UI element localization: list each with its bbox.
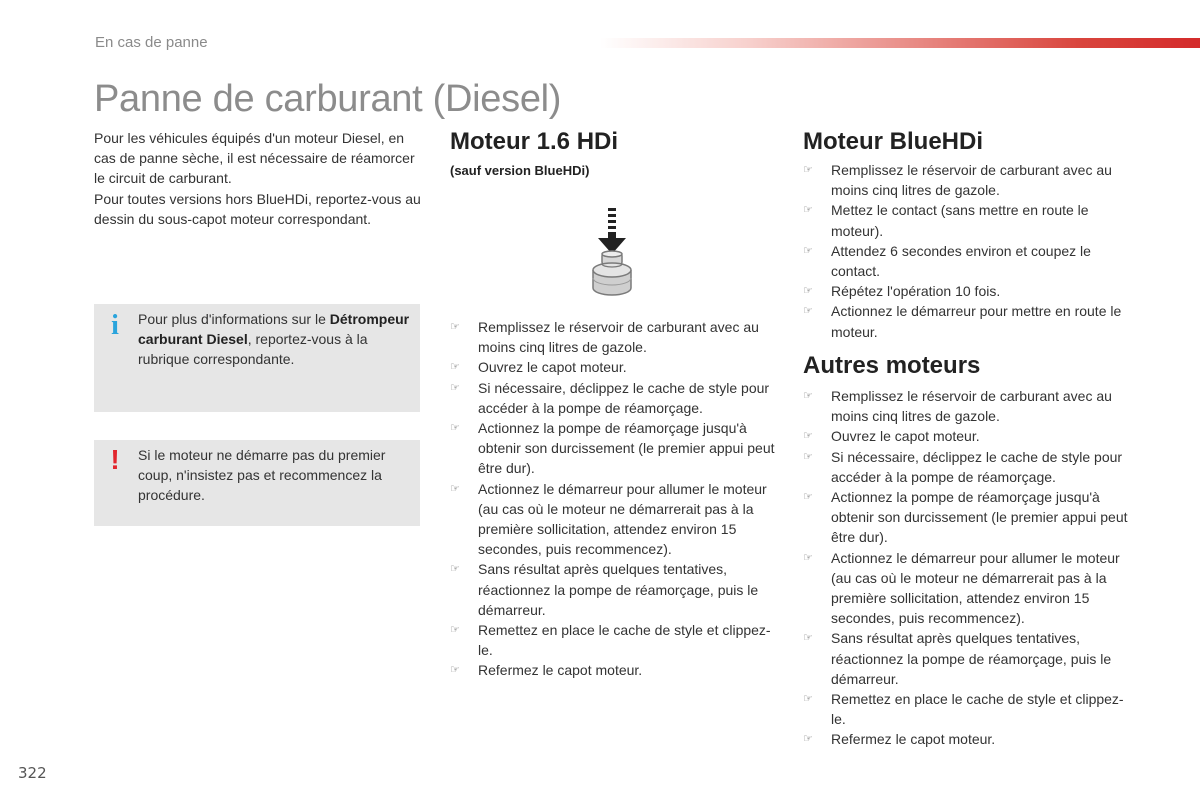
pointing-hand-icon: ☞: [803, 285, 813, 298]
pointing-hand-icon: ☞: [450, 624, 460, 637]
info-bold-reference: Détrompeur carburant Diesel: [138, 311, 410, 348]
section-label: En cas de panne: [95, 34, 208, 51]
pointing-hand-icon: ☞: [803, 305, 813, 318]
pointing-hand-icon: ☞: [450, 321, 460, 333]
pointing-hand-icon: ☞: [450, 563, 460, 576]
list-item: ☞ Remplissez le réservoir de carburant avec au moins cinq litres de gazole.: [450, 319, 759, 356]
pointing-hand-icon: ☞: [803, 450, 813, 463]
list-item: ☞ Remettez en place le cache de style et clippez-le.: [450, 622, 771, 659]
list-item: ☞ Sans résultat après quelques tentatives, réactionnez la pompe de réamorçage, puis le démarreur.: [450, 561, 759, 618]
list-item: ☞ Actionnez le démarreur pour mettre en route le moteur.: [803, 303, 1122, 340]
warning-icon: !: [110, 444, 120, 475]
other-engines-steps-list: [803, 386, 1133, 750]
pointing-hand-icon: ☞: [803, 390, 813, 402]
warning-box: [94, 440, 420, 526]
list-item: ☞ Actionnez la pompe de réamorçage jusqu'à obtenir son durcissement (le premier appui peut être dur).: [450, 420, 775, 477]
list-item: ☞ Actionnez la pompe de réamorçage jusqu'à obtenir son durcissement (le premier appui peut être dur).: [803, 489, 1128, 546]
info-box: [94, 304, 420, 412]
bluehdi-steps-list: [803, 160, 1133, 342]
intro-paragraph-2: Pour toutes versions hors BlueHDi, reportez-vous au dessin du sous-capot moteur correspondant.: [94, 190, 421, 227]
pointing-hand-icon: ☞: [803, 551, 813, 564]
pointing-hand-icon: ☞: [450, 381, 460, 394]
priming-pump-icon: [580, 206, 644, 302]
list-item: ☞ Répétez l'opération 10 fois.: [803, 281, 1133, 301]
list-item: ☞ Remettez en place le cache de style et clippez-le.: [803, 691, 1124, 728]
list-item: ☞ Mettez le contact (sans mettre en route le moteur).: [803, 202, 1089, 239]
pointing-hand-icon: ☞: [450, 664, 460, 677]
hdi-section-title: Moteur 1.6 HDi: [450, 128, 619, 155]
warning-box-text: Si le moteur ne démarre pas du premier coup, n'insistez pas et recommencez la procédure.: [138, 447, 386, 504]
pointing-hand-icon: ☞: [803, 204, 813, 217]
intro-paragraph-1: Pour les véhicules équipés d'un moteur Diesel, en cas de panne sèche, il est nécessaire de réamorcer le circuit de carburant.: [94, 130, 415, 187]
page-number: 322: [18, 764, 47, 782]
bluehdi-section-title: Moteur BlueHDi: [803, 128, 983, 155]
pointing-hand-icon: ☞: [450, 482, 460, 495]
hdi-section-subtitle: (sauf version BlueHDi): [450, 163, 590, 178]
list-item: ☞ Remplissez le réservoir de carburant avec au moins cinq litres de gazole.: [803, 162, 1112, 199]
pointing-hand-icon: ☞: [450, 361, 460, 374]
list-item: ☞ Ouvrez le capot moteur.: [803, 426, 1133, 446]
list-item: ☞ Si nécessaire, déclippez le cache de style pour accéder à la pompe de réamorçage.: [450, 379, 770, 416]
page-title: Panne de carburant (Diesel): [94, 78, 562, 120]
info-box-text: [138, 309, 412, 370]
list-item: ☞ Ouvrez le capot moteur.: [450, 357, 780, 377]
list-item: ☞ Actionnez le démarreur pour allumer le moteur (au cas où le moteur ne démarrerait pas à la première sollicitation, attendez environ 15 secondes, puis recommencez).: [803, 549, 1120, 627]
pointing-hand-icon: ☞: [803, 244, 813, 257]
hdi-steps-list: [450, 317, 780, 681]
pointing-hand-icon: ☞: [803, 491, 813, 504]
list-item: ☞ Remplissez le réservoir de carburant avec au moins cinq litres de gazole.: [803, 388, 1112, 425]
list-item: ☞ Sans résultat après quelques tentatives, réactionnez la pompe de réamorçage, puis le démarreur.: [803, 630, 1112, 687]
other-engines-section-title: Autres moteurs: [803, 352, 981, 379]
info-text-end: , reportez-vous à la rubrique correspondante.: [138, 331, 368, 368]
list-item: ☞ Attendez 6 secondes environ et coupez le contact.: [803, 242, 1091, 280]
pointing-hand-icon: ☞: [450, 422, 460, 435]
header-accent-band: [600, 38, 1200, 48]
intro-column: [94, 128, 424, 229]
pointing-hand-icon: ☞: [803, 693, 813, 706]
list-item: ☞ Refermez le capot moteur.: [803, 729, 1133, 749]
list-item: ☞ Actionnez le démarreur pour allumer le moteur (au cas où le moteur ne démarrerait pas à la première sollicitation, attendez environ 15 secondes, puis recommencez).: [450, 480, 767, 558]
list-item: ☞ Refermez le capot moteur.: [450, 660, 780, 680]
info-icon: i: [111, 310, 119, 341]
info-text-start: Pour plus d'informations sur le: [138, 311, 326, 327]
pointing-hand-icon: ☞: [803, 632, 813, 645]
pointing-hand-icon: ☞: [803, 733, 813, 746]
pointing-hand-icon: ☞: [803, 164, 813, 176]
pointing-hand-icon: ☞: [803, 430, 813, 443]
list-item: ☞ Si nécessaire, déclippez le cache de style pour accéder à la pompe de réamorçage.: [803, 448, 1123, 485]
